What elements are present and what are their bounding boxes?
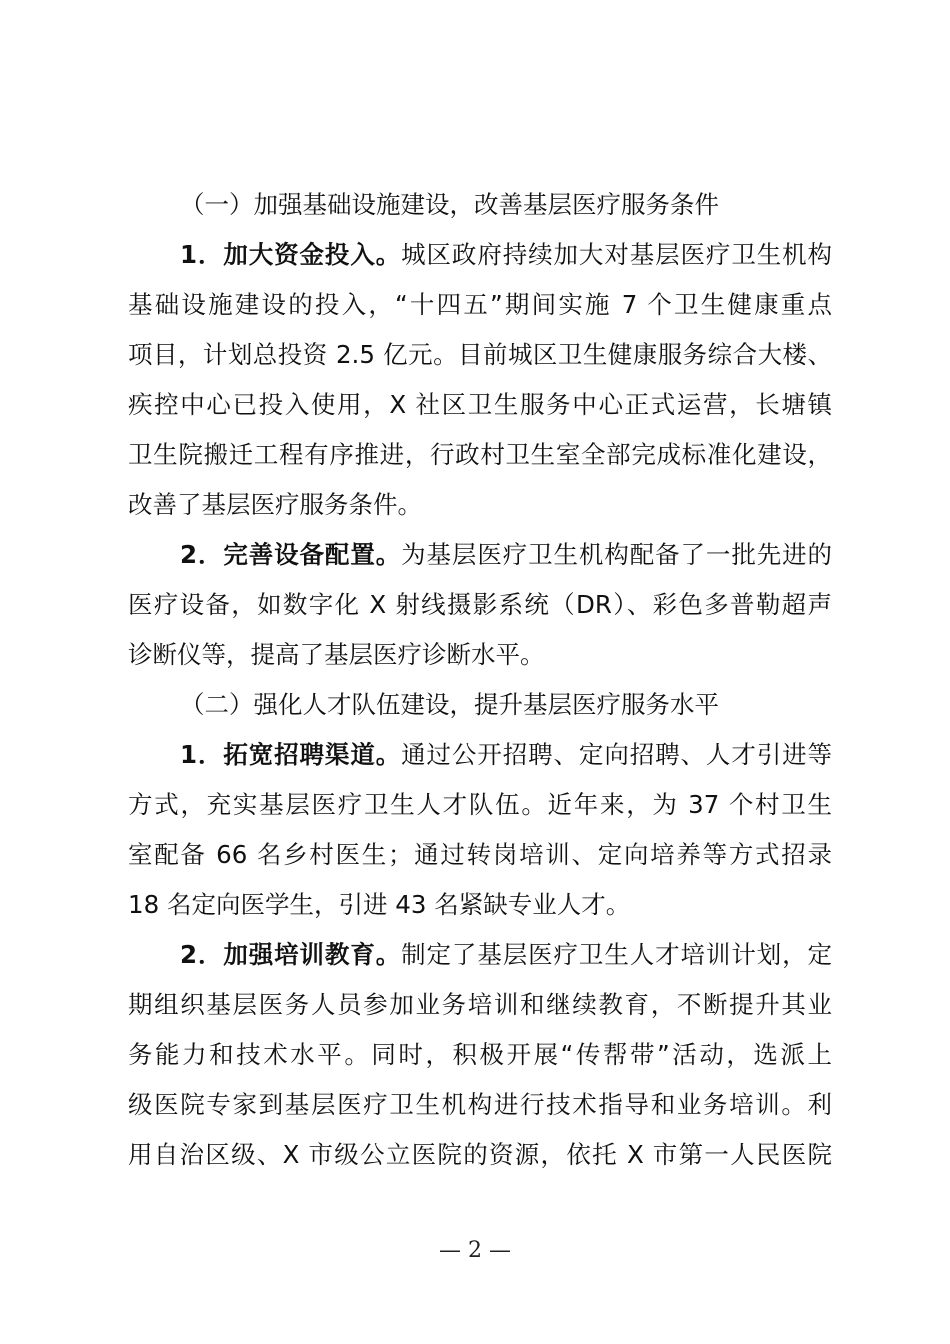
line-text: 用自治区级、X 市级公立医院的资源，依托 X 市第一人民医院 [128, 1140, 832, 1169]
paragraph [128, 530, 832, 680]
section-heading [128, 180, 832, 230]
text-line [128, 1130, 832, 1180]
section-heading [128, 680, 832, 730]
text-line [128, 980, 832, 1030]
line-text: 基础设施建设的投入，“十四五”期间实施 7 个卫生健康重点 [128, 290, 832, 319]
line-text: 为基层医疗卫生机构配备了一批先进的 [401, 540, 833, 569]
text-line [128, 1030, 832, 1080]
text-line [128, 780, 832, 830]
text-line [128, 330, 832, 380]
line-text: 期组织基层医务人员参加业务培训和继续教育，不断提升其业 [128, 990, 832, 1019]
line-text: 制定了基层医疗卫生人才培训计划，定 [401, 940, 833, 969]
text-line [128, 1080, 832, 1130]
item-title: 1．拓宽招聘渠道。 [180, 740, 402, 769]
line-text: 改善了基层医疗服务条件。 [128, 490, 422, 519]
paragraph [128, 930, 832, 1180]
text-line [128, 280, 832, 330]
item-title: 1．加大资金投入。 [180, 240, 402, 269]
text-line [128, 930, 832, 980]
line-text: 通过公开招聘、定向招聘、人才引进等 [401, 740, 833, 769]
text-line [128, 630, 832, 680]
text-line [128, 380, 832, 430]
line-text: （一）加强基础设施建设，改善基层医疗服务条件 [180, 190, 719, 219]
line-text: 卫生院搬迁工程有序推进，行政村卫生室全部完成标准化建设， [128, 440, 832, 469]
line-text: 务能力和技术水平。同时，积极开展“传帮带”活动，选派上 [128, 1040, 832, 1069]
text-line [128, 480, 832, 530]
text-line [128, 430, 832, 480]
text-line [128, 880, 832, 930]
line-text: 18 名定向医学生，引进 43 名紧缺专业人才。 [128, 890, 631, 919]
line-text: （二）强化人才队伍建设，提升基层医疗服务水平 [180, 690, 719, 719]
line-text: 项目，计划总投资 2.5 亿元。目前城区卫生健康服务综合大楼、 [128, 340, 832, 369]
text-line [128, 580, 832, 630]
text-line [128, 530, 832, 580]
item-title: 2．加强培训教育。 [180, 940, 402, 969]
text-line [128, 680, 832, 730]
line-text: 室配备 66 名乡村医生；通过转岗培训、定向培养等方式招录 [128, 840, 832, 869]
page-number: — 2 — [439, 1238, 511, 1263]
line-text: 级医院专家到基层医疗卫生机构进行技术指导和业务培训。利 [128, 1090, 832, 1119]
paragraph [128, 730, 832, 930]
line-text: 城区政府持续加大对基层医疗卫生机构 [401, 240, 833, 269]
line-text: 医疗设备，如数字化 X 射线摄影系统（DR）、彩色多普勒超声 [128, 590, 832, 619]
item-title: 2．完善设备配置。 [180, 540, 402, 569]
line-text: 方式，充实基层医疗卫生人才队伍。近年来，为 37 个村卫生 [128, 790, 832, 819]
text-line [128, 230, 832, 280]
text-line [128, 730, 832, 780]
text-line [128, 180, 832, 230]
line-text: 疾控中心已投入使用，X 社区卫生服务中心正式运营，长塘镇 [128, 390, 832, 419]
text-line [128, 830, 832, 880]
document-body [128, 180, 832, 1180]
line-text: 诊断仪等，提高了基层医疗诊断水平。 [128, 640, 545, 669]
paragraph [128, 230, 832, 530]
